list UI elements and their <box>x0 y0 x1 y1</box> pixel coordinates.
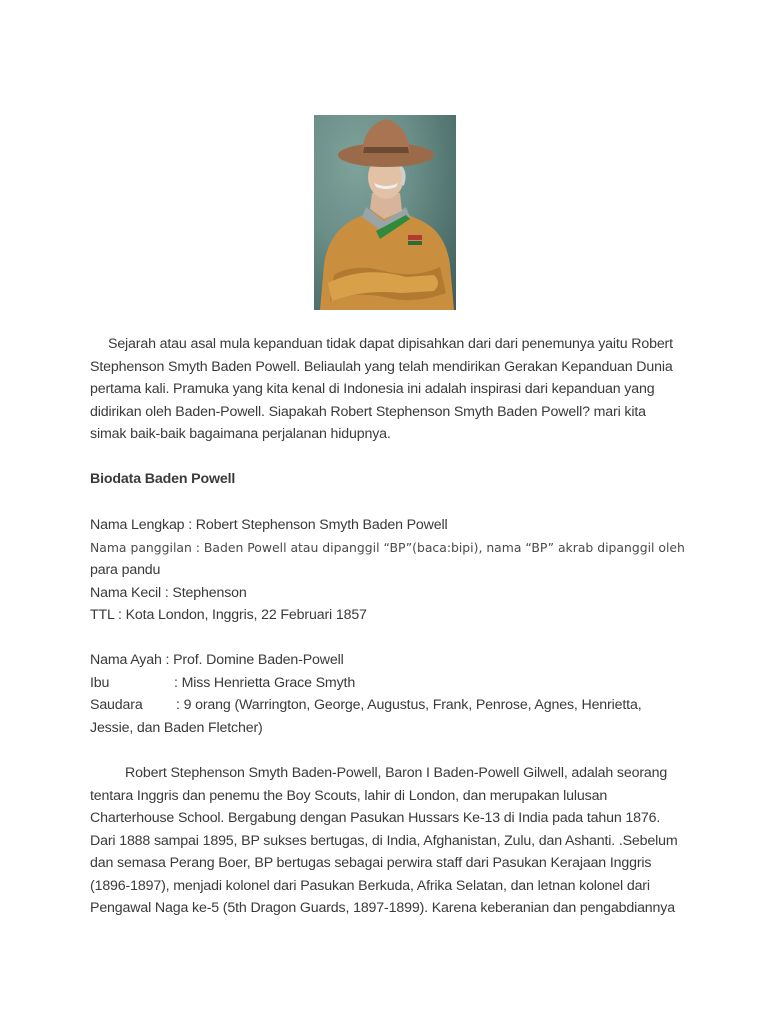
baden-powell-portrait <box>314 115 456 310</box>
ttl: TTL : Kota London, Inggris, 22 Februari 1857 <box>90 607 367 623</box>
ibu-row <box>90 672 685 695</box>
history-line: dan semasa Perang Boer, BP bertugas sebagai perwira staff dari Pasukan Kerajaan Inggris <box>90 855 652 871</box>
saudara-row <box>90 694 685 717</box>
nama-panggilan: Nama panggilan : Baden Powell atau dipanggil “BP”(baca:bipi), nama “BP” akrab dipanggil oleh <box>90 539 685 555</box>
biodata-block-1 <box>90 514 685 627</box>
nama-ayah: Nama Ayah : Prof. Domine Baden-Powell <box>90 652 344 668</box>
history-line: Robert Stephenson Smyth Baden-Powell, Baron I Baden-Powell Gilwell, adalah seorang <box>125 765 668 781</box>
ibu-label: Ibu <box>90 674 110 691</box>
saudara-label: Saudara <box>90 697 143 713</box>
saudara-value: : 9 orang (Warrington, George, Augustus, Frank, Penrose, Agnes, Henrietta, <box>176 697 642 713</box>
portrait-illustration <box>314 115 456 310</box>
intro-line: simak baik-baik bagaimana perjalanan hidupnya. <box>90 426 391 442</box>
biodata-block-2 <box>90 649 685 739</box>
ibu-value: : Miss Henrietta Grace Smyth <box>174 674 356 691</box>
history-line: Charterhouse School. Bergabung dengan Pasukan Hussars Ke-13 di India pada tahun 1876. <box>90 810 661 826</box>
intro-line: pertama kali. Pramuka yang kita kenal di Indonesia ini adalah inspirasi dari kepanduan yang <box>90 381 655 397</box>
biodata-heading: Biodata Baden Powell <box>90 471 236 487</box>
intro-paragraph <box>90 333 685 446</box>
history-line: Dari 1888 sampai 1895, BP sukses bertugas, di India, Afghanistan, Zulu, dan Ashanti. .Sebelum <box>90 832 678 849</box>
history-line: tentara Inggris dan penemu the Boy Scouts, lahir di London, dan merupakan lulusan <box>90 787 608 804</box>
intro-line: Sejarah atau asal mula kepanduan tidak dapat dipisahkan dari dari penemunya yaitu Robert <box>108 336 673 352</box>
nama-panggilan-cont: para pandu <box>90 562 161 578</box>
nama-kecil: Nama Kecil : Stephenson <box>90 584 247 601</box>
saudara-value-cont: Jessie, dan Baden Fletcher) <box>90 719 263 736</box>
intro-line: Stephenson Smyth Baden Powell. Beliaulah yang telah mendirikan Gerakan Kepanduan Dunia <box>90 358 673 375</box>
history-line: (1896-1897), menjadi kolonel dari Pasukan Berkuda, Afrika Selatan, dan letnan kolonel dari <box>90 877 650 894</box>
history-line: Pengawal Naga ke-5 (5th Dragon Guards, 1897-1899). Karena keberanian dan pengabdiannya <box>90 900 675 916</box>
nama-lengkap: Nama Lengkap : Robert Stephenson Smyth Baden Powell <box>90 517 448 533</box>
history-paragraph <box>90 762 685 920</box>
intro-line: didirikan oleh Baden-Powell. Siapakah Robert Stephenson Smyth Baden Powell? mari kita <box>90 403 646 420</box>
